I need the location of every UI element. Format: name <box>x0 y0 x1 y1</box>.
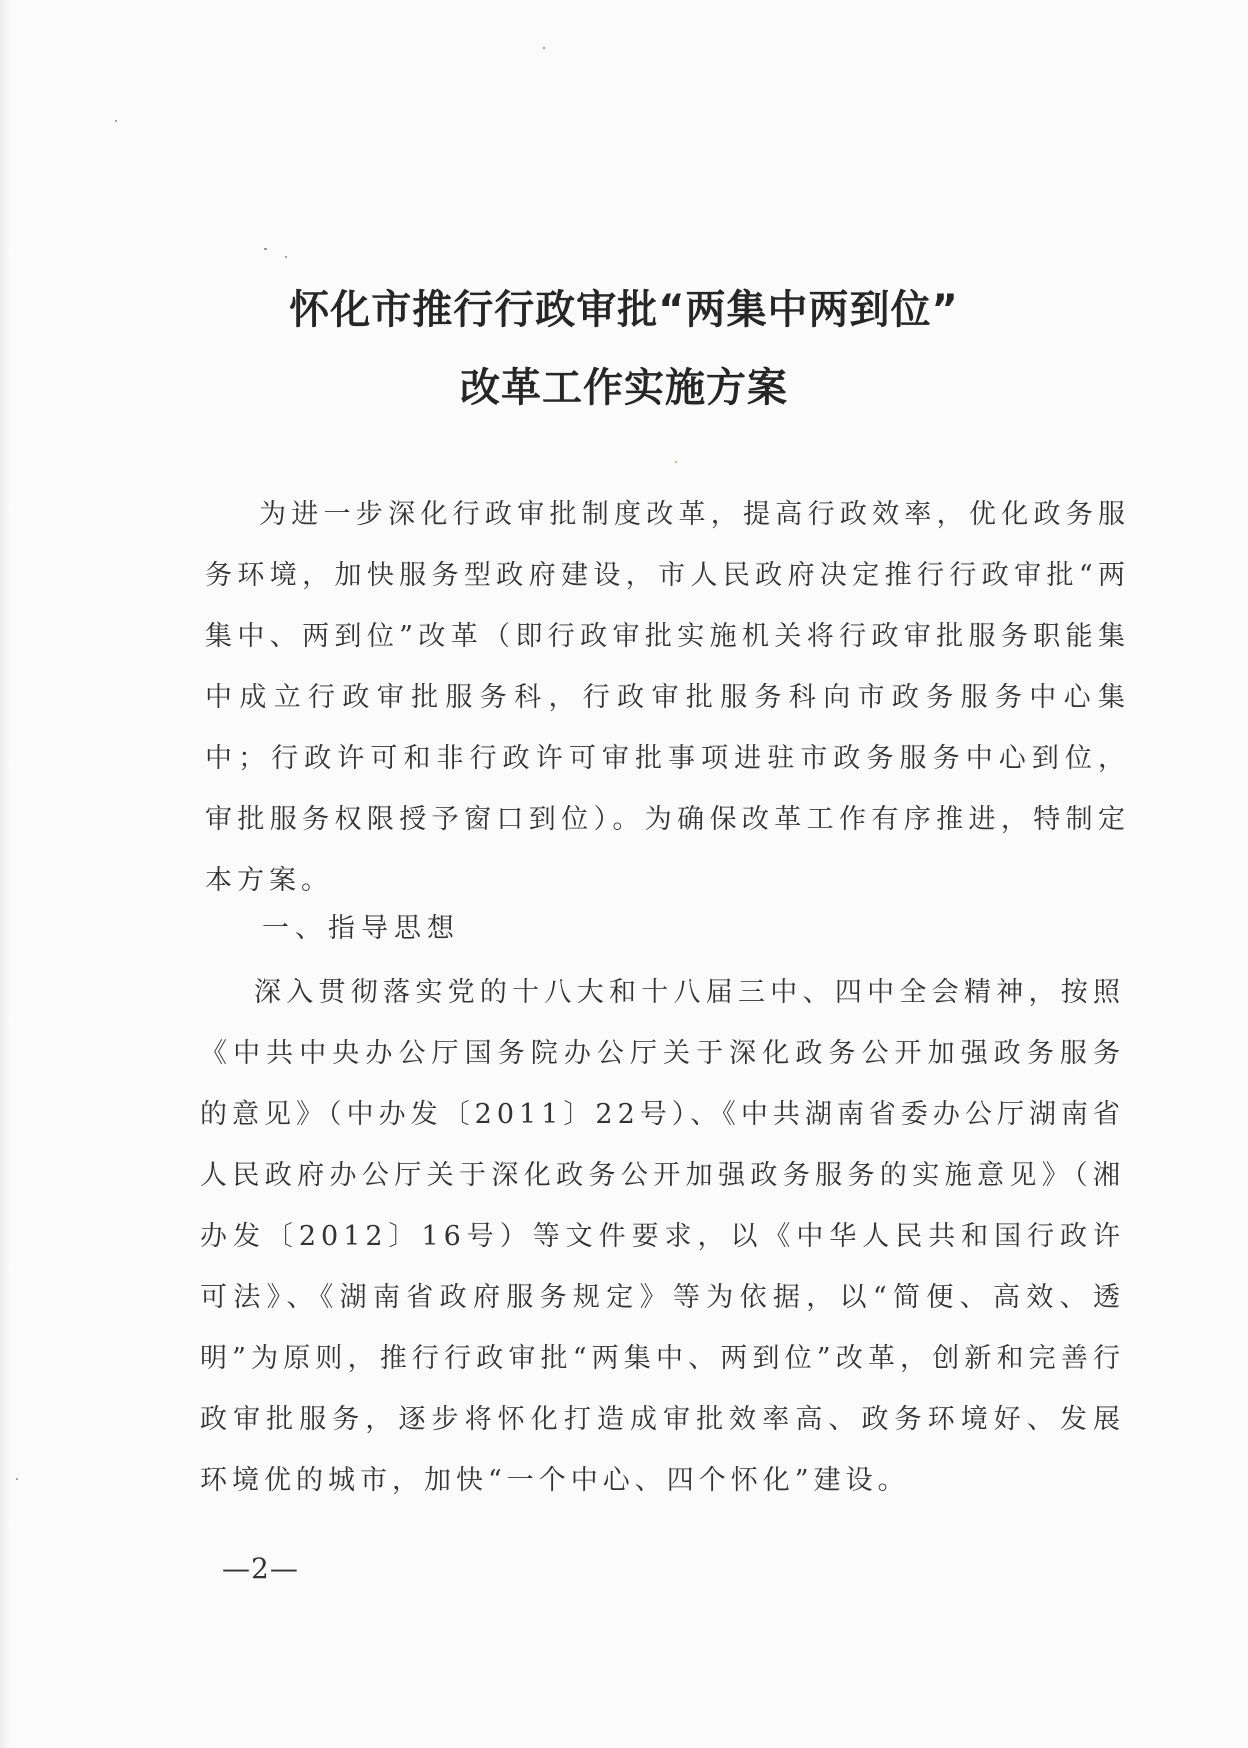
guiding-thought-paragraph: 深入贯彻落实党的十八大和十八届三中、四中全会精神，按照《中共中央办公厅国务院办公厅关于深化政务公开加强政务服务的意见》（中办发〔2011〕22号）、《中共湖南省委办公厅湖南省人民政府办公厅关于深化政务公开加强政务服务的实施意见》（湘办发〔2012〕16号）等文件要求，以《中华人民共和国行政许可法》、《湖南省政府服务规定》等为依据，以“简便、高效、透明”为原则，推行行政审批“两集中、两到位”改革，创新和完善行政审批服务，逐步将怀化打造成审批效率高、政务环境好、发展环境优的城市，加快“一个中心、四个怀化”建设。 <box>200 977 1125 1496</box>
document-title-line-2: 改革工作实施方案 <box>460 365 788 411</box>
intro-paragraph: 为进一步深化行政审批制度改革，提高行政效率，优化政务服务环境，加快服务型政府建设，市人民政府决定推行行政审批“两集中、两到位”改革（即行政审批实施机关将行政审批服务职能集中成立行政审批服务科，行政审批服务科向市政务服务中心集中；行政许可和非行政许可审批事项进驻市政务服务中心到位，审批服务权限授予窗口到位）。为确保改革工作有序推进，特制定本方案。 <box>205 499 1130 896</box>
section-heading-guiding-thought: 一、指导思想 <box>262 913 460 944</box>
page-number: —2— <box>222 1552 299 1585</box>
document-title-line-1: 怀化市推行行政审批“两集中两到位” <box>289 287 959 333</box>
